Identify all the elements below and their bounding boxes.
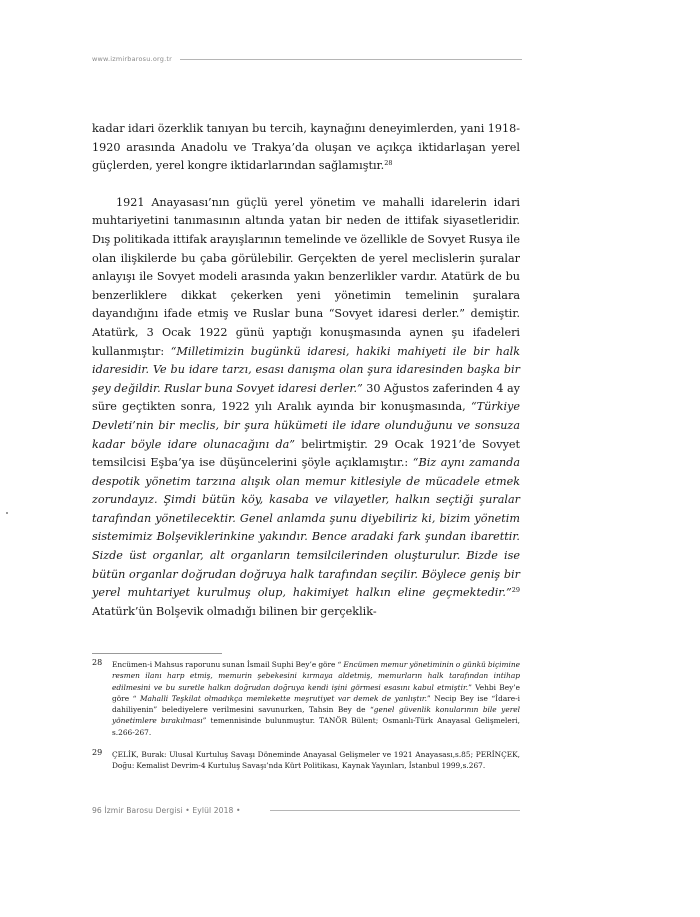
footnote-28-text-d: ” temennisinde bulunmuştur. TANÖR Bülent; Osmanlı-Türk Anayasal Gelişmeleri, s.266-267.	[112, 716, 521, 737]
header-website-url: www.izmirbarosu.org.tr	[92, 55, 172, 63]
paragraph-2	[92, 194, 520, 622]
running-header	[92, 54, 522, 66]
footnotes	[92, 659, 520, 772]
footnote-29	[92, 749, 520, 772]
header-rule	[180, 59, 522, 60]
footnote-28-text-c: ” Necip Bey ise “İdare-i dahiliyenin” belediyelere verilmesini savunurken, Tahsin Bey de “	[112, 693, 521, 715]
footnote-28-quote-1: Encümen memur yönetiminin o günkü biçimine resmen ilanı harp etmiş, memurin şebekesini kırmaya aldetmiş, memurların halk tarafından intihap edilmesini ve bu suretle halkın doğrudan doğruya kendi işini görmesi esasını kabul etmiştir.	[112, 660, 520, 692]
footnote-28-quote-3: genel güvenlik konularının bile yerel yönetimlere bırakılması	[112, 705, 520, 726]
footnote-29-text: ÇELİK, Burak: Ulusal Kurtuluş Savaşı Döneminde Anayasal Gelişmeler ve 1921 Anayasası,s.85; PERİNÇEK, Doğu: Kemalist Devrim-4 Kurtuluş Savaşı’nda Kürt Politikası, Kaynak Yayınları, İstanbul 1999,s.267.	[112, 750, 520, 771]
quote-ataturk-to-esba: “Biz aynı zamanda despotik yönetim tarzına alışık olan memur kitlesiyle de mücadele etmek zorundayız. Şimdi bütün köy, kasaba ve vilayetler, halkın seçtiği şuralar tarafından yönetilecektir. Genel anlamda şunu diyebiliriz ki, bizim yönetim sistemimiz Bolşeviklerinkine yakındır. Bence aradaki fark şundan ibarettir. Sizde üst organlar, alt organların temsilcilerinden oluşturulur. Bizde ise bütün organlar doğrudan doğruya halk tarafından seçilir. Böylece geniş bir yerel muhtariyet kurulmuş olup, hakimiyet halkın eline geçmektedir.”	[92, 456, 520, 600]
paragraph-1-text: kadar idari özerklik tanıyan bu tercih, kaynağını deneyimlerden, yani 1918-1920 arasında Anadolu ve Trakya’da oluşan ve açıkça iktidarlaşan yerel güçlerden, yerel kongre iktidarlarından sağlamıştır.	[92, 122, 520, 173]
paragraph-2-part-b: 30 Ağustos zaferinden 4 ay süre geçtikten sonra, 1922 yılı Aralık ayında bir konuşmasında,	[92, 381, 520, 414]
margin-mark	[6, 512, 8, 514]
footnote-28-quote-2: Mahalli Teşkilat olmadıkça memlekette meşrutiyet var demek de yanlıştır.	[139, 693, 427, 703]
paragraph-2-part-c: belirtmiştir. 29 Ocak 1921’de Sovyet temsilcisi Eşba’ya ise düşüncelerini şöyle açıklamıştır.:	[92, 437, 521, 470]
footnote-ref-28: 28	[384, 159, 393, 168]
footnote-28	[92, 659, 520, 738]
footer-rule	[270, 810, 520, 811]
paragraph-1	[92, 120, 520, 176]
main-text	[92, 120, 520, 621]
footer-page-and-journal: 96 İzmir Barosu Dergisi • Eylül 2018 •	[92, 806, 241, 815]
running-footer	[92, 805, 520, 817]
footnote-ref-29: 29	[511, 586, 520, 595]
footnote-separator	[92, 653, 222, 654]
footnote-28-text-b: ” Vehbi Bey’e göre “	[112, 682, 521, 703]
quote-ataturk-1922-december: “Türkiye Devleti’nin bir meclis, bir şura hükümeti ile idare olunduğunu ve sonsuza kadar böyle idare olunacağını da”	[92, 400, 520, 451]
paragraph-2-part-d: Atatürk’ün Bolşevik olmadığı bilinen bir gerçeklik-	[92, 604, 377, 618]
footnote-29-number: 29	[92, 748, 103, 758]
footnote-28-text-a: Encümen-i Mahsus raporunu sunan İsmail Suphi Bey’e göre “	[112, 660, 344, 669]
paragraph-2-part-a: 1921 Anayasası’nın güçlü yerel yönetim ve mahalli idarelerin idari muhtariyetini tanımasının altında yatan bir neden de ittifak siyasetleridir. Dış politikada ittifak arayışlarının temelinde ve özellikle de Sovyet Rusya ile olan ilişkilerde bu çaba görülebilir. Gerçekten de yerel meclislerin şuralar anlayışı ile Sovyet modeli arasında yakın benzerlikler vardır. Atatürk de bu benzerliklere dikkat çekerken yeni yönetimin temelinin şuralara dayandığını ifade etmiş ve Ruslar buna “Sovyet idaresi derler.” demiştir. Atatürk, 3 Ocak 1922 günü yaptığı konuşmasında aynen şu ifadeleri kullanmıştır:	[92, 195, 520, 358]
footnote-28-number: 28	[92, 658, 103, 667]
quote-ataturk-1922-january: “Milletimizin bugünkü idaresi, hakiki mahiyeti ile bir halk idaresidir. Ve bu idare tarzı, esası danışma olan şura idaresinden başka bir şey değildir. Ruslar buna Sovyet idaresi derler.”	[92, 344, 521, 395]
